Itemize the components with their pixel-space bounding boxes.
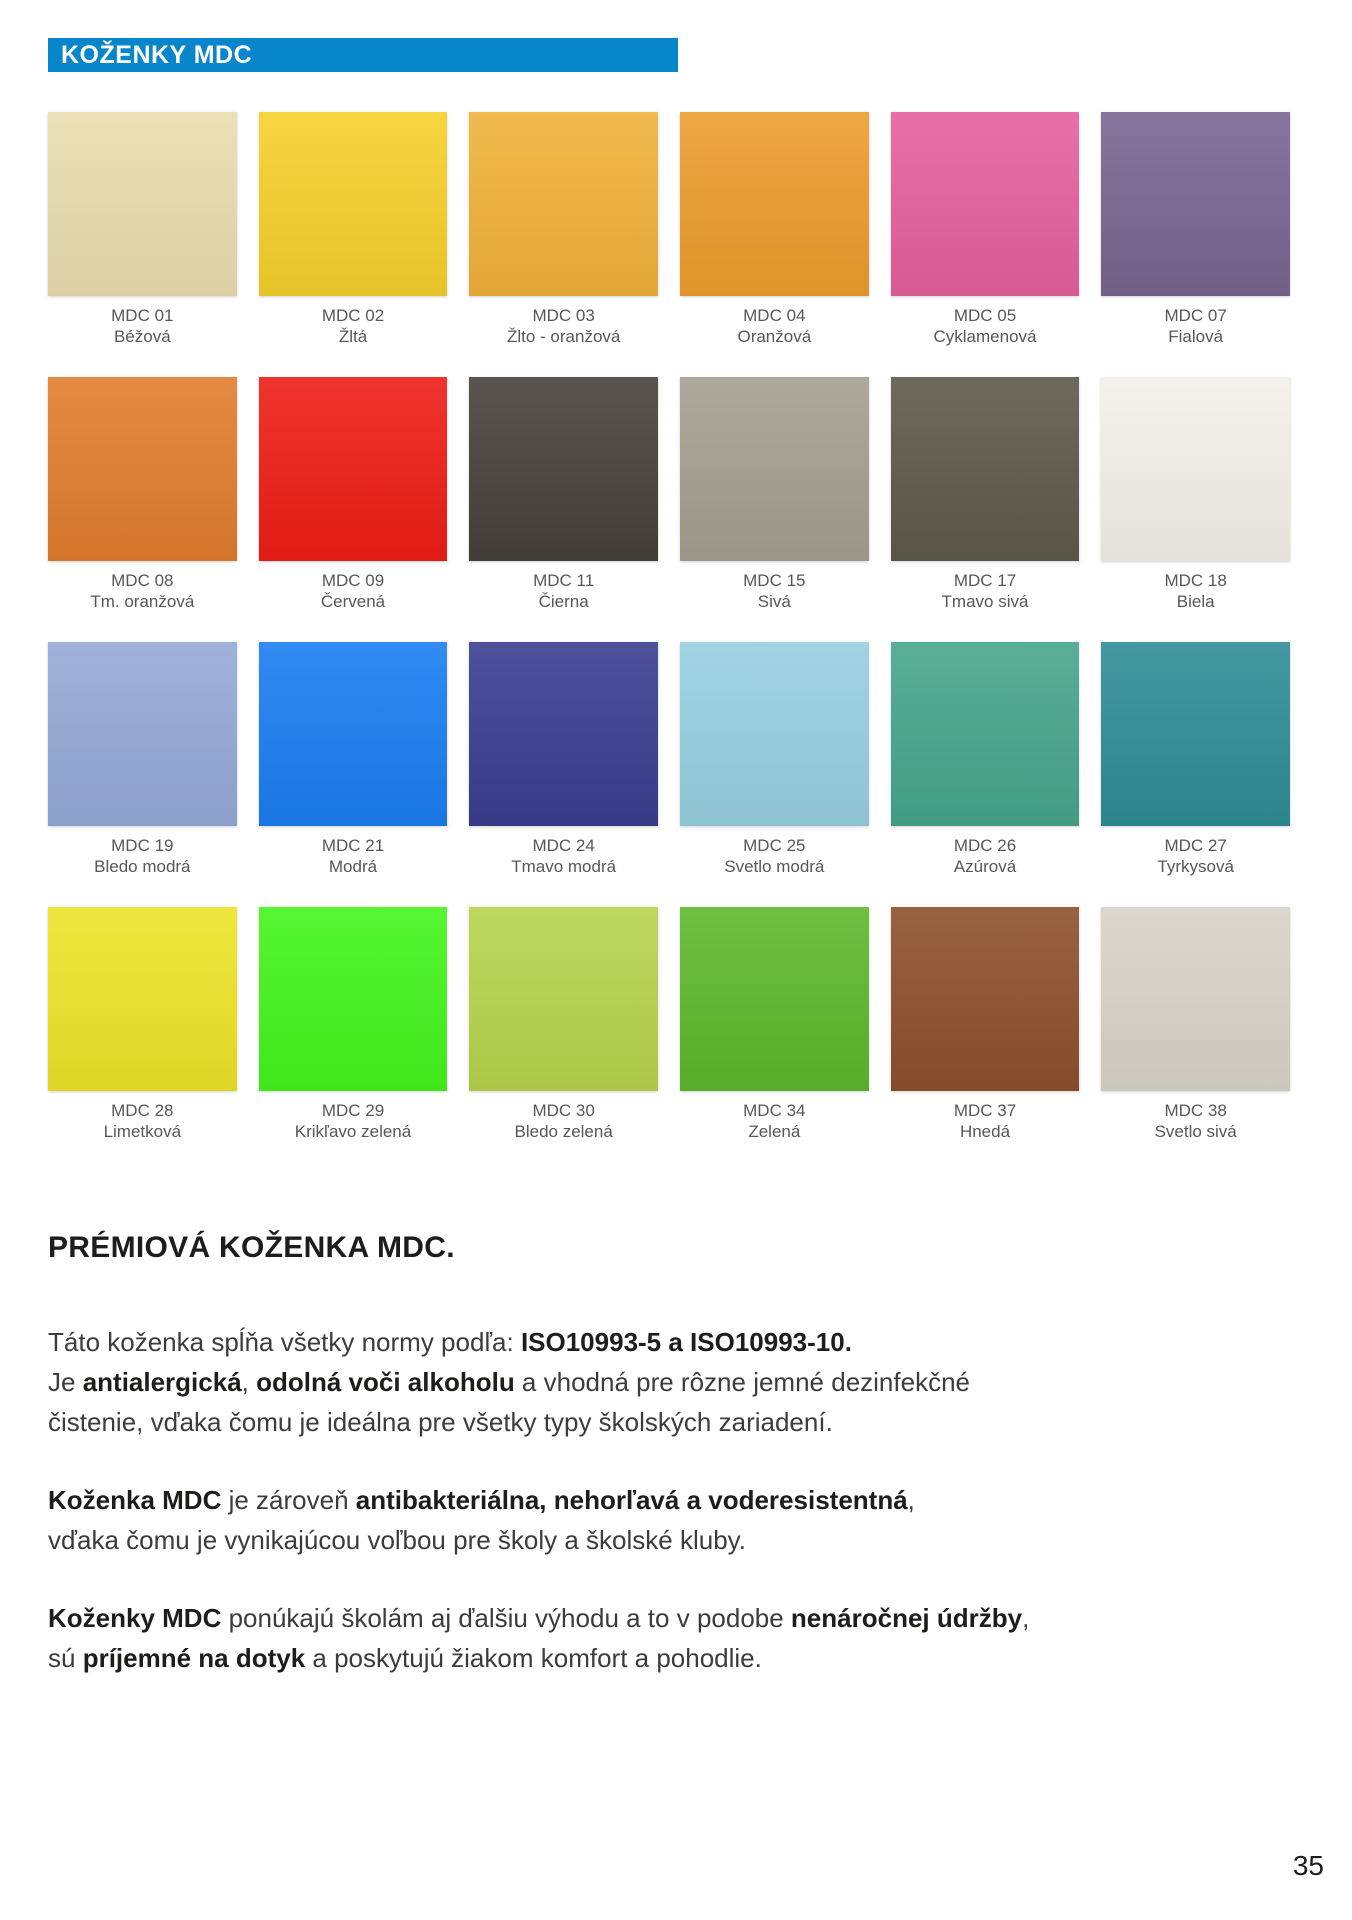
body-paragraph xyxy=(48,1480,1308,1560)
paragraph-line xyxy=(48,1638,1308,1678)
body-text: je zároveň xyxy=(221,1485,356,1515)
emphasized-text: odolná voči alkoholu xyxy=(256,1367,515,1397)
color-swatch xyxy=(1101,642,1290,826)
swatch-name: Bledo modrá xyxy=(94,857,191,876)
swatch-code: MDC 01 xyxy=(111,306,174,325)
swatch-code: MDC 29 xyxy=(321,1101,385,1120)
swatch-cell xyxy=(891,907,1080,1142)
color-swatch xyxy=(680,112,869,296)
emphasized-text: nenáročnej údržby xyxy=(790,1603,1023,1633)
swatch-cell xyxy=(48,112,237,347)
swatch-code: MDC 08 xyxy=(111,571,174,590)
swatch-cell xyxy=(1101,112,1290,347)
swatch-code: MDC 02 xyxy=(321,306,385,325)
swatch-name: Sivá xyxy=(757,592,791,611)
paragraph-line xyxy=(48,1402,1308,1442)
paragraph-line xyxy=(48,1362,1308,1402)
body-text: sú xyxy=(48,1643,83,1673)
color-swatch xyxy=(469,642,658,826)
swatch-cell xyxy=(469,642,658,877)
swatch-code: MDC 26 xyxy=(953,836,1017,855)
swatch-name: Tyrkysová xyxy=(1157,857,1234,876)
color-swatch xyxy=(891,907,1080,1091)
swatch-cell xyxy=(680,377,869,612)
swatch-cell xyxy=(891,642,1080,877)
swatch-name: Fialová xyxy=(1168,327,1224,346)
swatch-code: MDC 17 xyxy=(953,571,1017,590)
paragraph-line xyxy=(48,1480,1308,1520)
swatch-cell xyxy=(259,112,448,347)
color-swatch xyxy=(48,907,237,1091)
body-text: , xyxy=(241,1367,257,1397)
color-swatch xyxy=(48,642,237,826)
swatch-code: MDC 25 xyxy=(743,836,806,855)
section-heading: PRÉMIOVÁ KOŽENKA MDC. xyxy=(48,1231,455,1264)
swatch-name: Svetlo modrá xyxy=(724,857,825,876)
body-text: , xyxy=(907,1485,915,1515)
swatch-cell xyxy=(259,642,448,877)
swatch-code: MDC 34 xyxy=(743,1101,806,1120)
swatch-grid xyxy=(48,112,1290,1142)
body-text: vďaka čomu je vynikajúcou voľbou pre školy a školské kluby. xyxy=(48,1525,746,1555)
swatch-code: MDC 28 xyxy=(111,1101,174,1120)
page-number: 35 xyxy=(1292,1850,1324,1881)
swatch-code: MDC 19 xyxy=(111,836,174,855)
emphasized-text: antibakteriálna, nehorľavá a voderesistentná xyxy=(355,1485,908,1515)
swatch-code: MDC 03 xyxy=(532,306,595,325)
color-swatch xyxy=(680,642,869,826)
swatch-name: Azúrová xyxy=(953,857,1017,876)
swatch-cell xyxy=(48,642,237,877)
swatch-cell xyxy=(469,112,658,347)
color-swatch xyxy=(1101,112,1290,296)
body-text: Táto koženka spĺňa všetky normy podľa: xyxy=(48,1327,521,1357)
swatch-code: MDC 04 xyxy=(743,306,806,325)
swatch-cell xyxy=(259,907,448,1142)
swatch-cell xyxy=(469,907,658,1142)
body-text: a poskytujú žiakom komfort a pohodlie. xyxy=(305,1643,762,1673)
paragraph-line xyxy=(48,1598,1308,1638)
swatch-code: MDC 07 xyxy=(1164,306,1227,325)
emphasized-text: antialergická xyxy=(82,1367,242,1397)
color-swatch xyxy=(259,907,448,1091)
body-text: a vhodná pre rôzne jemné dezinfekčné xyxy=(514,1367,970,1397)
swatch-cell xyxy=(1101,642,1290,877)
body-paragraph xyxy=(48,1598,1308,1678)
color-swatch xyxy=(48,377,237,561)
color-swatch xyxy=(259,642,448,826)
swatch-name: Krikľavo zelená xyxy=(294,1122,412,1141)
swatch-cell xyxy=(891,112,1080,347)
body-text: ponúkajú školám aj ďalšiu výhodu a to v podobe xyxy=(221,1603,791,1633)
color-swatch xyxy=(1101,907,1290,1091)
swatch-cell xyxy=(680,112,869,347)
color-swatch xyxy=(469,112,658,296)
swatch-name: Žltá xyxy=(338,327,368,346)
swatch-code: MDC 05 xyxy=(953,306,1017,325)
swatch-name: Hnedá xyxy=(959,1122,1011,1141)
color-swatch xyxy=(259,112,448,296)
paragraph-line xyxy=(48,1520,1308,1560)
swatch-name: Čierna xyxy=(538,592,589,611)
color-swatch xyxy=(469,377,658,561)
body-text: , xyxy=(1022,1603,1030,1633)
color-swatch xyxy=(680,377,869,561)
color-swatch xyxy=(48,112,237,296)
color-swatch xyxy=(891,377,1080,561)
emphasized-text: príjemné na dotyk xyxy=(82,1643,306,1673)
color-swatch xyxy=(469,907,658,1091)
swatch-name: Zelená xyxy=(748,1122,801,1141)
color-swatch xyxy=(891,112,1080,296)
section-header-bar xyxy=(48,38,678,72)
swatch-name: Modrá xyxy=(328,857,378,876)
paragraph-line xyxy=(48,1322,1308,1362)
emphasized-text: Koženka MDC xyxy=(48,1485,222,1515)
swatch-name: Svetlo sivá xyxy=(1154,1122,1237,1141)
emphasized-text: ISO10993-5 a ISO10993-10. xyxy=(520,1327,852,1357)
body-paragraph xyxy=(48,1322,1308,1442)
swatch-code: MDC 24 xyxy=(532,836,595,855)
body-text: Je xyxy=(48,1367,83,1397)
swatch-cell xyxy=(259,377,448,612)
swatch-cell xyxy=(1101,907,1290,1142)
swatch-name: Červená xyxy=(320,592,386,611)
swatch-name: Béžová xyxy=(113,327,171,346)
swatch-name: Limetková xyxy=(103,1122,182,1141)
section-title: KOŽENKY MDC xyxy=(61,40,253,69)
swatch-cell xyxy=(48,907,237,1142)
swatch-cell xyxy=(891,377,1080,612)
swatch-code: MDC 30 xyxy=(532,1101,595,1120)
color-swatch xyxy=(680,907,869,1091)
swatch-cell xyxy=(1101,377,1290,612)
swatch-code: MDC 09 xyxy=(321,571,385,590)
swatch-code: MDC 21 xyxy=(321,836,385,855)
swatch-code: MDC 38 xyxy=(1164,1101,1227,1120)
swatch-code: MDC 11 xyxy=(533,571,595,590)
swatch-code: MDC 27 xyxy=(1164,836,1227,855)
swatch-code: MDC 15 xyxy=(743,571,806,590)
swatch-cell xyxy=(680,642,869,877)
swatch-name: Žlto - oranžová xyxy=(506,327,621,346)
swatch-name: Tm. oranžová xyxy=(90,592,195,611)
swatch-cell xyxy=(680,907,869,1142)
swatch-code: MDC 37 xyxy=(953,1101,1017,1120)
swatch-name: Tmavo modrá xyxy=(511,857,617,876)
swatch-cell xyxy=(48,377,237,612)
swatch-name: Oranžová xyxy=(737,327,812,346)
color-swatch xyxy=(891,642,1080,826)
swatch-code: MDC 18 xyxy=(1164,571,1227,590)
swatch-name: Biela xyxy=(1176,592,1215,611)
swatch-name: Bledo zelená xyxy=(514,1122,613,1141)
body-text: čistenie, vďaka čomu je ideálna pre všetky typy školských zariadení. xyxy=(48,1407,833,1437)
color-swatch xyxy=(259,377,448,561)
swatch-name: Cyklamenová xyxy=(933,327,1037,346)
swatch-cell xyxy=(469,377,658,612)
body-paragraphs xyxy=(48,1322,1308,1716)
emphasized-text: Koženky MDC xyxy=(48,1603,222,1633)
color-swatch xyxy=(1101,377,1290,561)
swatch-name: Tmavo sivá xyxy=(941,592,1029,611)
